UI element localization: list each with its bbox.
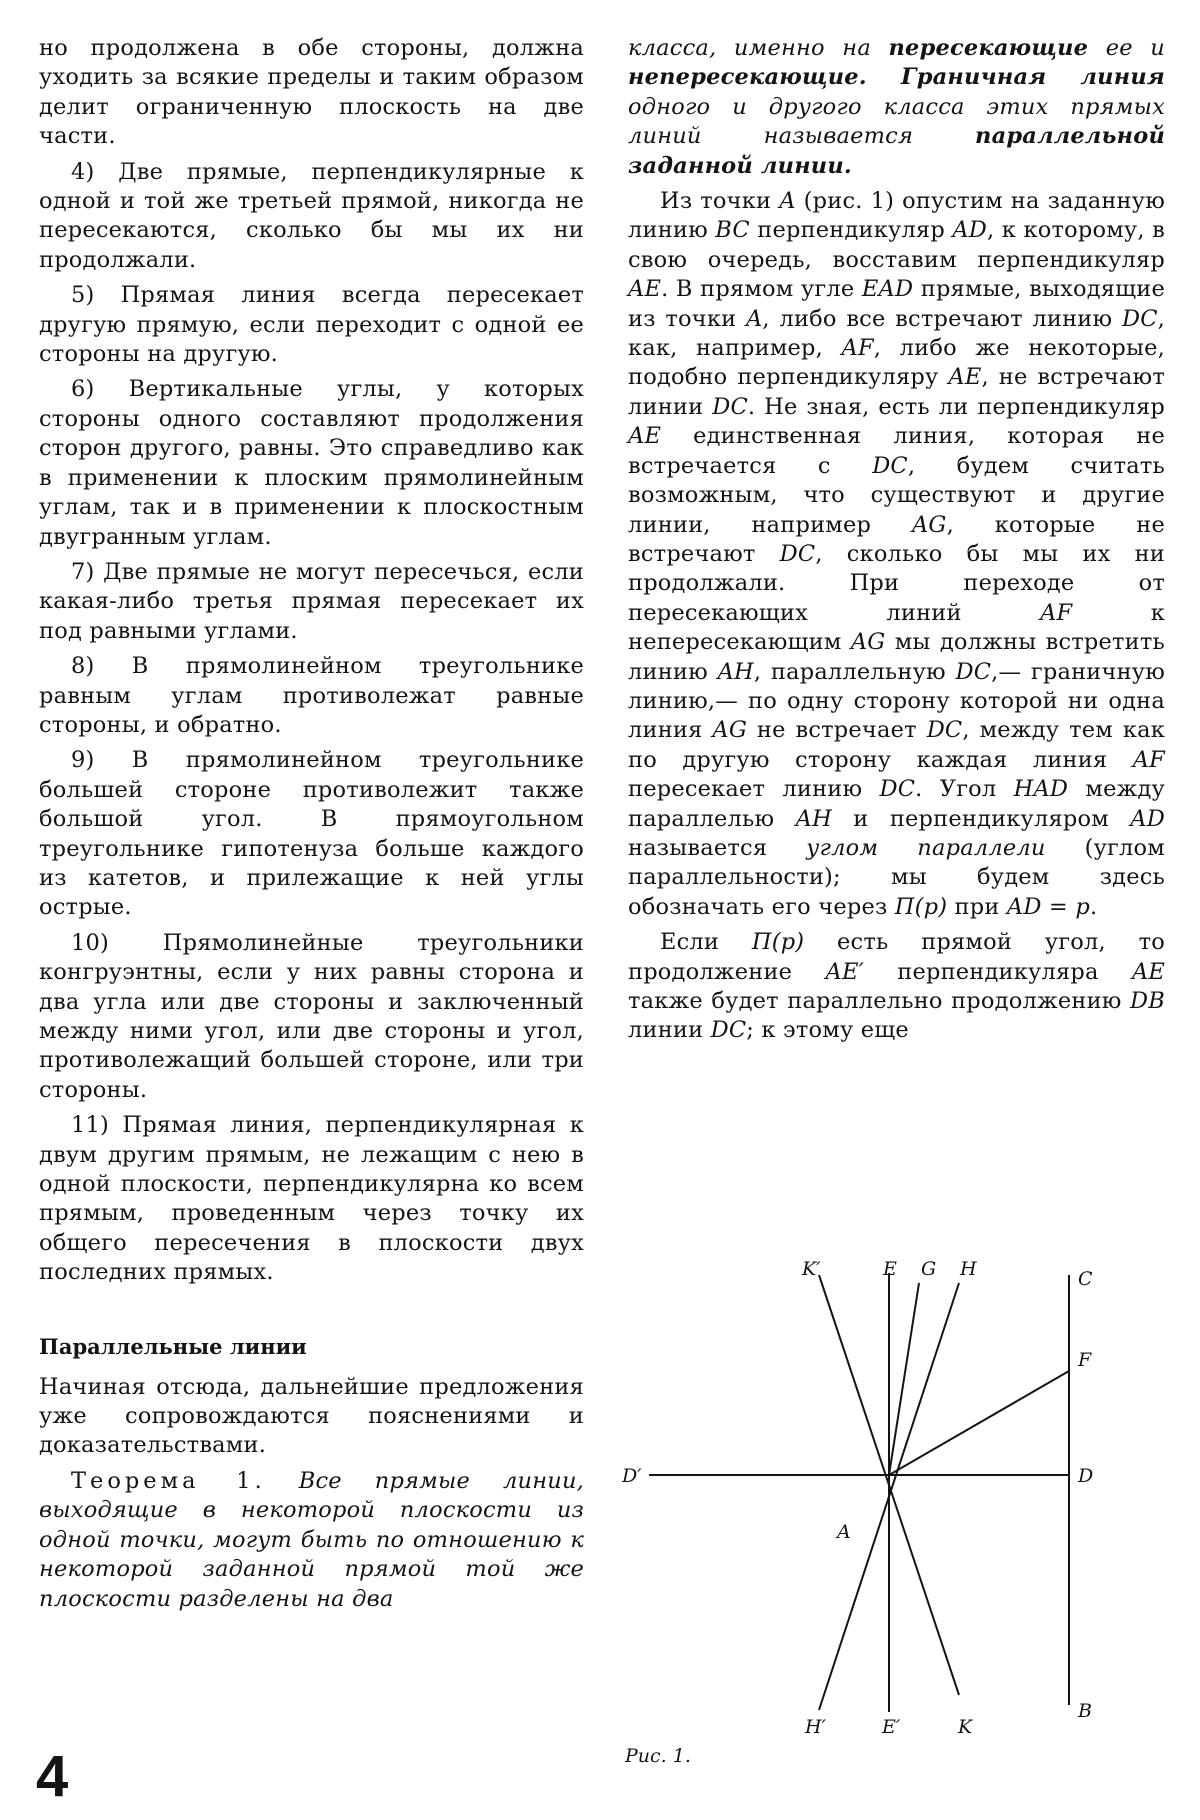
intro-paragraph: Начиная отсюда, дальнейшие предложения уже сопровождаются пояснениями и доказательствами. (39, 1373, 584, 1459)
label-C: C (1078, 1268, 1093, 1290)
axiom-8: 8) В прямолинейном треугольнике равным углам противолежат равные стороны, и обратно. (39, 653, 584, 738)
figure-caption: Рис. 1. (625, 1745, 691, 1767)
theorem-label: Теорема 1. (71, 1467, 266, 1494)
axiom-4: 4) Две прямые, перпендикулярные к одной и той же третьей прямой, никогда не пересекаются, сколько бы мы их ни продолжали. (39, 158, 584, 273)
axiom-11: 11) Прямая линия, перпендикулярная к двум другим прямым, не лежащим с нею в одной плоскости, перпендикулярна ко всем прямым, проведенным через точку их общего пересечения в плоскости двух последних прямых. (39, 1112, 584, 1286)
right-angle-paragraph: Если Π(p) есть прямой угол, то продолжение AE′ перпендикуляра AE также будет параллельно продолжению DB линии DC; к этому еще (628, 929, 1166, 1044)
axiom-5: 5) Прямая линия всегда пересекает другую прямую, если переходит с одной ее стороны на другую. (39, 282, 584, 368)
label-F: F (1078, 1349, 1092, 1371)
label-K: K (958, 1716, 973, 1738)
label-E-prime: E′ (882, 1716, 901, 1738)
axiom-6: 6) Вертикальные углы, у которых стороны одного составляют продолжения сторон другого, равны. Это справедливо как в применении к плоским прямолинейным углам, так и в применении к плоскостным двугранным углам. (39, 376, 584, 550)
left-column (39, 34, 584, 1620)
line-AF (889, 1371, 1069, 1475)
construction-paragraph: Из точки A (рис. 1) опустим на заданную линию BC перпендикуляр AD, к которому, в свою очередь, восставим перпендикуляр AE. В прямом угле EAD прямые, выходящие из точки A, либо все встречают линию DC, как, например, AF, либо же некоторые, подобно перпендикуляру AE, не встречают линии DC. Не зная, есть ли перпендикуляр AE единственная линия, которая не встречается с DC, будем считать возможным, что существуют и другие линии, например AG, которые не встречают DC, сколько бы мы их ни продолжали. При переходе от пересекающих линий AF к непересекающим AG мы должны встретить линию AH, параллельную DC,— граничную линию,— по одну сторону которой ни одна линия AG не встречает DC, между тем как по другую сторону каждая линия AF пересекает линию DC. Угол HAD между параллелью AH и перпендикуляром AD называется углом параллели (углом параллельности); мы будем здесь обозначать его через Π(p) при AD = p. (628, 188, 1165, 920)
line-GA (889, 1283, 919, 1475)
figure-diagram (622, 1255, 1112, 1755)
label-B: B (1078, 1700, 1092, 1722)
paragraph: но продолжена в обе стороны, должна уходить за всякие пределы и таким образом делит ограниченную плоскость на две части. (39, 35, 584, 150)
theorem-1 (39, 1467, 584, 1614)
label-K-prime: K′ (802, 1258, 821, 1280)
page-number: 4 (36, 1744, 69, 1809)
section-heading: Параллельные линии (39, 1333, 307, 1359)
label-H: H (960, 1258, 977, 1280)
label-G: G (921, 1258, 937, 1280)
figure-1 (622, 1255, 1112, 1755)
theorem-continuation: класса, именно на пересекающие ее и непересекающие. Граничная линия одного и другого класса этих прямых линий называется параллельной заданной линии. (628, 35, 1165, 179)
axiom-9: 9) В прямолинейном треугольнике большей стороне противолежит также большой угол. В прямоугольном треугольнике гипотенуза больше каждого из катетов, и прилежащие к ней углы острые. (39, 747, 584, 921)
right-column (628, 34, 1165, 1052)
axiom-10: 10) Прямолинейные треугольники конгруэнтны, если у них равны сторона и два угла или две стороны и заключенный между ними угол, или две стороны и угол, противолежащий большей стороне, или три стороны. (39, 929, 584, 1103)
label-A: A (837, 1521, 851, 1543)
label-D: D (1078, 1465, 1094, 1487)
axiom-7: 7) Две прямые не могут пересечься, если какая-либо третья прямая пересекает их под равными углами. (39, 558, 584, 644)
label-H-prime: H′ (805, 1716, 826, 1738)
theorem-statement: Все прямые линии, выходящие в некоторой плоскости из одной точки, могут быть по отношению к некоторой заданной прямой той же плоскости разделены на два (39, 1467, 584, 1612)
label-E: E (883, 1258, 897, 1280)
label-D-prime: D′ (622, 1465, 642, 1487)
